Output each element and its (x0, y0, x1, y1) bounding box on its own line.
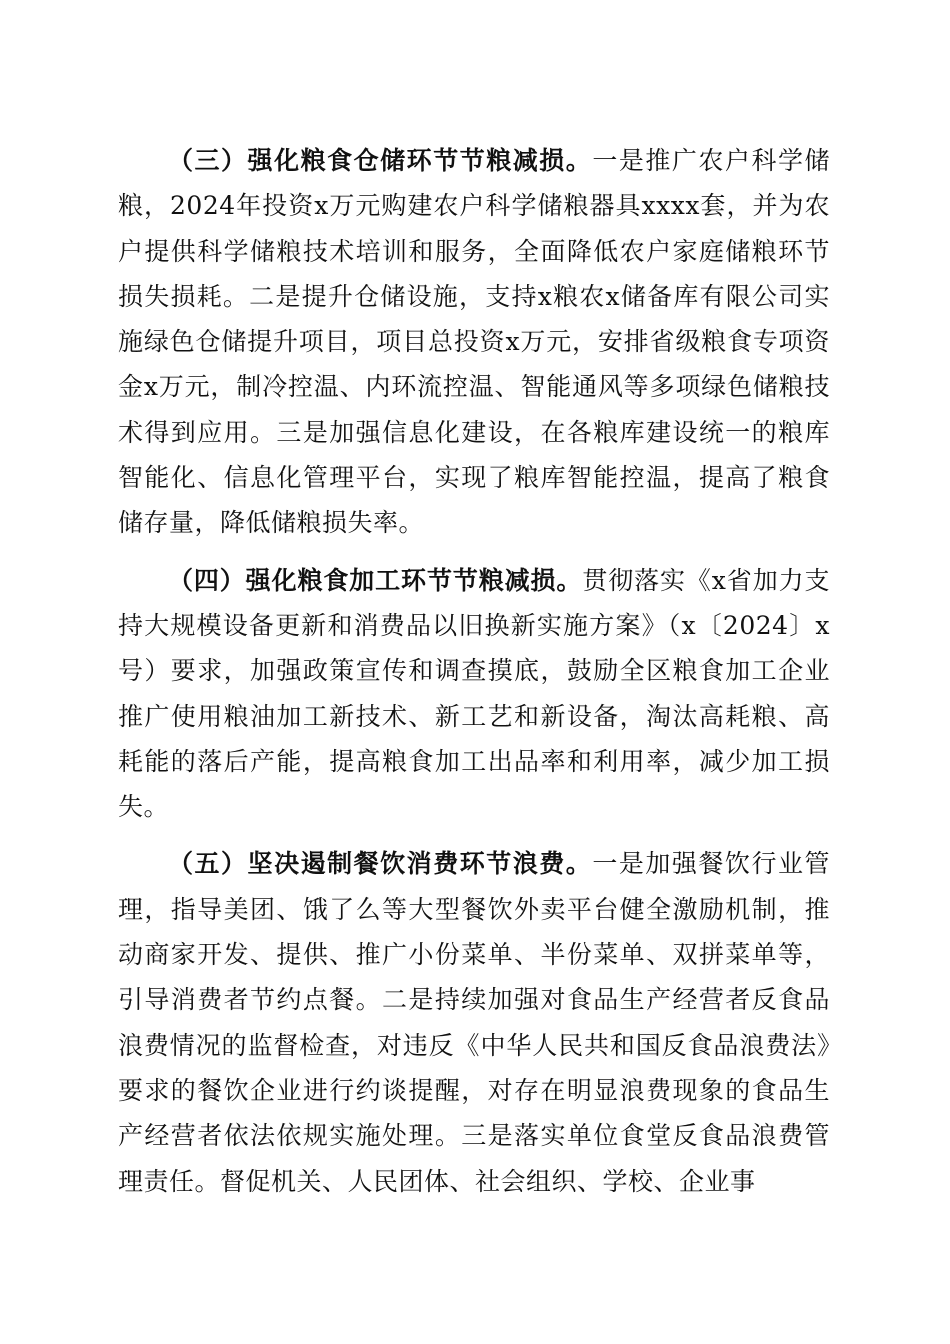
paragraph-catering-waste (118, 841, 830, 1203)
section-heading-3: （三）强化粮食仓储环节节粮减损。 (168, 146, 593, 175)
section-body-4: 贯彻落实《x省加力支持大规模设备更新和消费品以旧换新实施方案》（x〔2024〕x号）要求，加强政策宣传和调查摸底，鼓励全区粮食加工企业推广使用粮油加工新技术、新工艺和新设备，淘汰高耗粮、高耗能的落后产能，提高粮食加工出品率和利用率，减少加工损失。 (118, 565, 830, 822)
paragraph-grain-processing (118, 558, 830, 830)
paragraph-grain-storage (118, 138, 830, 546)
document-body (118, 138, 830, 1204)
section-body-3: 一是推广农户科学储粮，2024年投资x万元购建农户科学储粮器具xxxx套，并为农户提供科学储粮技术培训和服务，全面降低农户家庭储粮环节损失损耗。二是提升仓储设施，支持x粮农x储备库有限公司实施绿色仓储提升项目，项目总投资x万元，安排省级粮食专项资金x万元，制冷控温、内环流控温、智能通风等多项绿色储粮技术得到应用。三是加强信息化建设，在各粮库建设统一的粮库智能化、信息化管理平台，实现了粮库智能控温，提高了粮食储存量，降低储粮损失率。 (118, 146, 830, 538)
section-heading-4: （四）强化粮食加工环节节粮减损。 (168, 565, 583, 595)
section-body-5: 一是加强餐饮行业管理，指导美团、饿了么等大型餐饮外卖平台健全激励机制，推动商家开发、提供、推广小份菜单、半份菜单、双拼菜单等，引导消费者节约点餐。二是持续加强对食品生产经营者反食品浪费情况的监督检查，对违反《中华人民共和国反食品浪费法》要求的餐饮企业进行约谈提醒，对存在明显浪费现象的食品生产经营者依法依规实施处理。三是落实单位食堂反食品浪费管理责任。督促机关、人民团体、社会组织、学校、企业事 (118, 849, 830, 1196)
section-heading-5: （五）坚决遏制餐饮消费环节浪费。 (168, 849, 593, 879)
